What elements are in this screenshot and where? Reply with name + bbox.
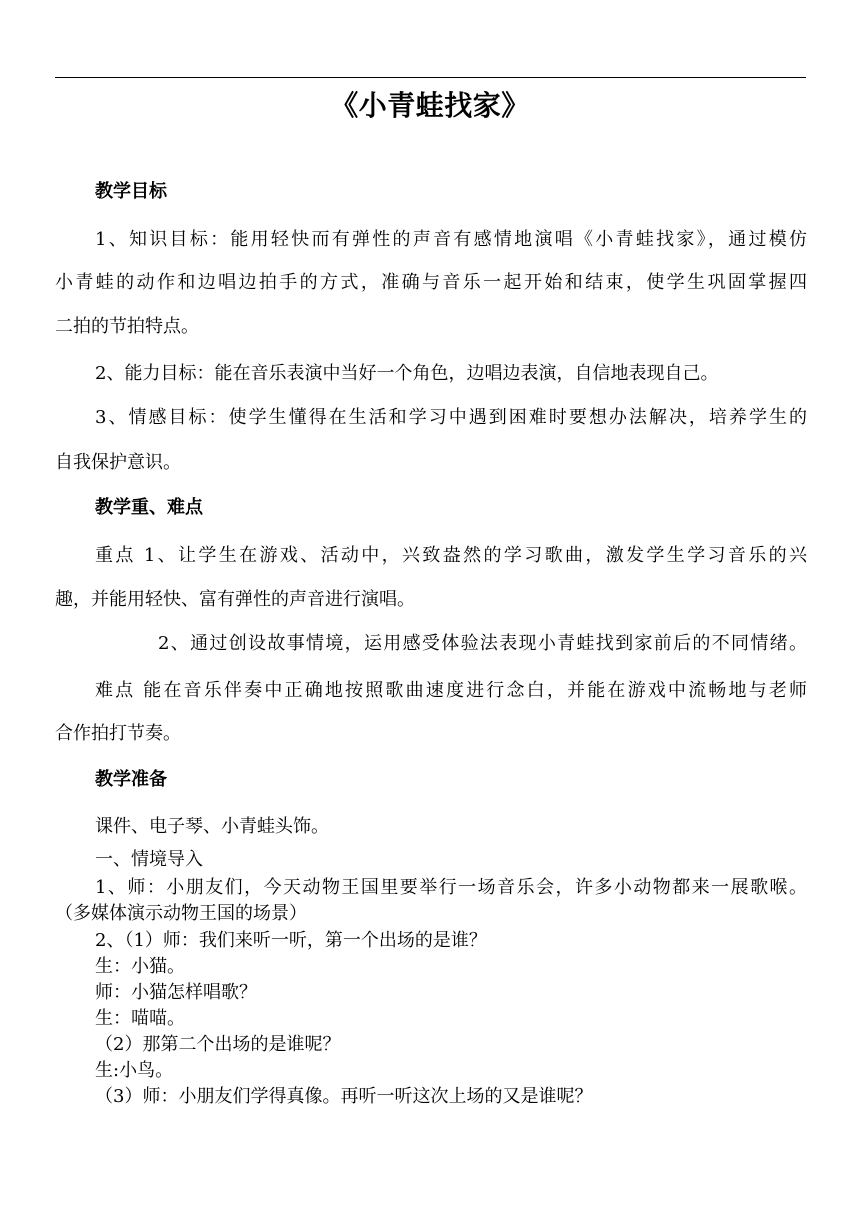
paragraph-line: 课件、电子琴、小青蛙头饰。 <box>95 816 329 837</box>
paragraph-line: 1、师：小朋友们，今天动物王国里要举行一场音乐会，许多小动物都来一展歌喉。 <box>95 877 807 898</box>
paragraph-line: 小青蛙的动作和边唱边拍手的方式，准确与音乐一起开始和结束，使学生巩固掌握四 <box>55 272 807 293</box>
paragraph-line: 1、知识目标：能用轻快而有弹性的声音有感情地演唱《小青蛙找家》，通过模仿 <box>95 229 807 250</box>
section-heading-preparation: 教学准备 <box>95 769 167 790</box>
paragraph-line: 生：喵喵。 <box>95 1008 185 1029</box>
paragraph-line: （3）师：小朋友们学得真像。再听一听这次上场的又是谁呢？ <box>95 1086 593 1107</box>
paragraph-line: 生:小鸟。 <box>95 1060 174 1081</box>
section-heading-objectives: 教学目标 <box>95 181 167 202</box>
paragraph-line: 趣，并能用轻快、富有弹性的声音进行演唱。 <box>55 589 415 610</box>
paragraph-line: 3、情感目标：使学生懂得在生活和学习中遇到困难时要想办法解决，培养学生的 <box>95 407 807 428</box>
paragraph-line: 师：小猫怎样唱歌？ <box>95 982 257 1003</box>
paragraph-line: 难点 能在音乐伴奏中正确地按照歌曲速度进行念白，并能在游戏中流畅地与老师 <box>95 680 807 701</box>
paragraph-line: 自我保护意识。 <box>55 452 181 473</box>
paragraph-line: 2、（1）师：我们来听一听，第一个出场的是谁？ <box>95 930 487 951</box>
paragraph-line: 合作拍打节奏。 <box>55 723 181 744</box>
paragraph-line: （2）那第二个出场的是谁呢？ <box>95 1034 341 1055</box>
paragraph-line: 重点 1、让学生在游戏、活动中，兴致盎然的学习歌曲，激发学生学习音乐的兴 <box>95 545 807 566</box>
paragraph-line: 一、情境导入 <box>95 849 203 870</box>
paragraph-line: 二拍的节拍特点。 <box>55 316 199 337</box>
section-heading-key-points: 教学重、难点 <box>95 497 203 518</box>
paragraph-line: 生：小猫。 <box>95 956 185 977</box>
paragraph-line: 2、能力目标：能在音乐表演中当好一个角色，边唱边表演，自信地表现自己。 <box>95 363 719 384</box>
paragraph-line: （多媒体演示动物王国的场景） <box>55 903 307 924</box>
header-rule <box>55 77 806 78</box>
document-title: 《小青蛙找家》 <box>330 89 530 122</box>
paragraph-line: 2、通过创设故事情境，运用感受体验法表现小青蛙找到家前后的不同情绪。 <box>158 633 807 654</box>
